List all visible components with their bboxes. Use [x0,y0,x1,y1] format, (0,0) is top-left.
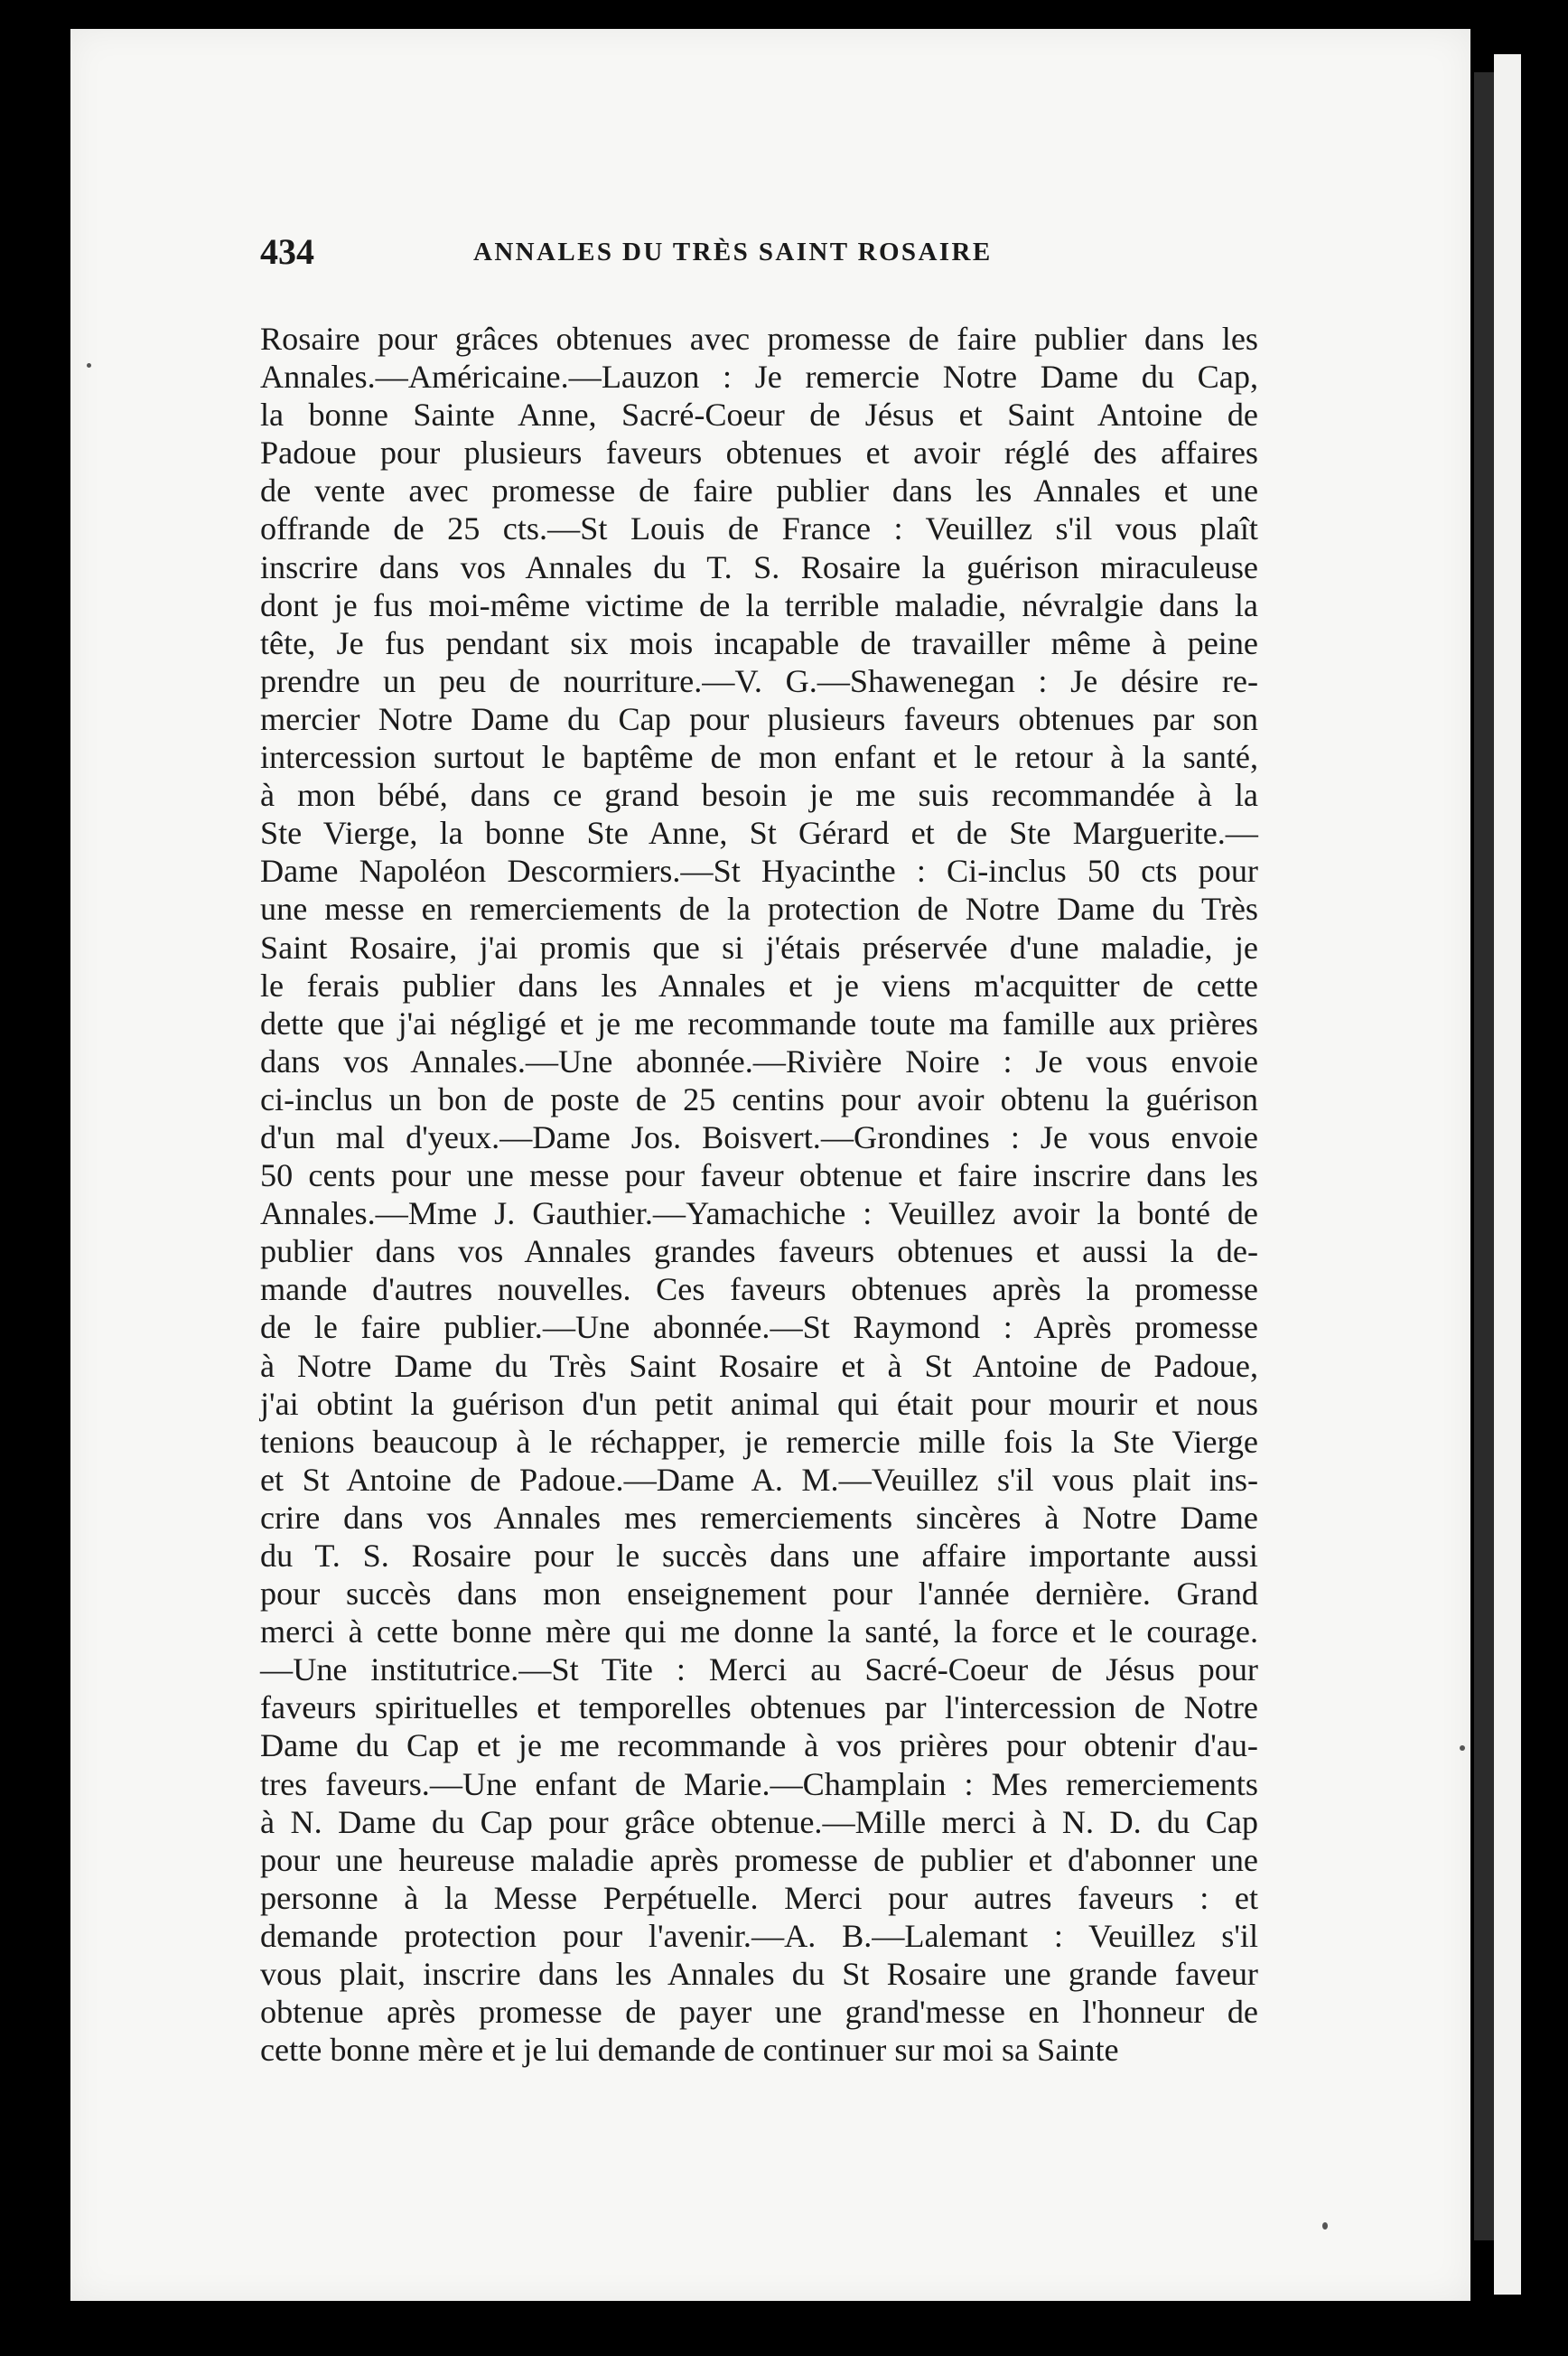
text-line: pour une heureuse maladie après promesse de publier et d'abonner une [260,1841,1258,1878]
text-line: Annales.—Mme J. Gauthier.—Yamachiche : Veuillez avoir la bonté de [260,1195,1258,1232]
text-line: tenions beaucoup à le réchapper, je remercie mille fois la Ste Vierge [260,1423,1258,1460]
next-page-edge [1494,54,1521,2295]
page-edge-shadow [1474,72,1494,2240]
text-line: mande d'autres nouvelles. Ces faveurs obtenues après la promesse [260,1271,1258,1308]
dust-speck [1322,2222,1328,2230]
text-line: 50 cents pour une messe pour faveur obtenue et faire inscrire dans les [260,1157,1258,1194]
text-line: intercession surtout le baptême de mon enfant et le retour à la santé, [260,739,1258,776]
text-line: crire dans vos Annales mes remerciements sincères à Notre Dame [260,1499,1258,1536]
dust-speck [87,363,91,368]
text-line: pour succès dans mon enseignement pour l'année dernière. Grand [260,1575,1258,1613]
text-line: à mon bébé, dans ce grand besoin je me suis recommandée à la [260,777,1258,814]
text-line: la bonne Sainte Anne, Sacré-Coeur de Jésus et Saint Antoine de [260,397,1258,434]
body-text [260,320,1258,2069]
dust-speck [1460,1745,1465,1751]
text-line: à N. Dame du Cap pour grâce obtenue.—Mille merci à N. D. du Cap [260,1803,1258,1840]
text-line: à Notre Dame du Très Saint Rosaire et à St Antoine de Padoue, [260,1347,1258,1384]
text-line: inscrire dans vos Annales du T. S. Rosaire la guérison miraculeuse [260,548,1258,585]
text-line: Rosaire pour grâces obtenues avec promesse de faire publier dans les [260,321,1258,357]
text-line: tête, Je fus pendant six mois incapable de travailler même à peine [260,624,1258,661]
text-line: personne à la Messe Perpétuelle. Merci pour autres faveurs : et [260,1879,1258,1916]
text-line: mercier Notre Dame du Cap pour plusieurs faveurs obtenues par son [260,700,1258,737]
text-line: j'ai obtint la guérison d'un petit animal qui était pour mourir et nous [260,1385,1258,1422]
page-header [260,230,1272,285]
text-line: dette que j'ai négligé et je me recommande toute ma famille aux prières [260,1005,1258,1042]
text-line: une messe en remerciements de la protection de Notre Dame du Très [260,891,1258,928]
text-line: et St Antoine de Padoue.—Dame A. M.—Veuillez s'il vous plait ins- [260,1461,1258,1498]
text-line: publier dans vos Annales grandes faveurs obtenues et aussi la de- [260,1233,1258,1270]
text-line: tres faveurs.—Une enfant de Marie.—Champlain : Mes remerciements [260,1765,1258,1802]
text-line: du T. S. Rosaire pour le succès dans une affaire importante aussi [260,1538,1258,1574]
text-line: offrande de 25 cts.—St Louis de France : Veuillez s'il vous plaît [260,510,1258,547]
text-line: —Une institutrice.—St Tite : Merci au Sacré-Coeur de Jésus pour [260,1651,1258,1688]
text-line: merci à cette bonne mère qui me donne la santé, la force et le courage. [260,1613,1258,1650]
text-line: demande protection pour l'avenir.—A. B.—Lalemant : Veuillez s'il [260,1917,1258,1954]
text-line: cette bonne mère et je lui demande de continuer sur moi sa Sainte [260,2032,1119,2069]
text-line: obtenue après promesse de payer une grand'messe en l'honneur de [260,1994,1258,2031]
text-line: de le faire publier.—Une abonnée.—St Raymond : Après promesse [260,1309,1258,1346]
text-line: Ste Vierge, la bonne Ste Anne, St Gérard et de Ste Marguerite.— [260,815,1258,852]
text-line: prendre un peu de nourriture.—V. G.—Shawenegan : Je désire re- [260,662,1258,699]
text-line: Dame Napoléon Descormiers.—St Hyacinthe : Ci-inclus 50 cts pour [260,853,1258,890]
text-line: Saint Rosaire, j'ai promis que si j'étais préservée d'une maladie, je [260,929,1258,966]
text-line: Dame du Cap et je me recommande à vos prières pour obtenir d'au- [260,1727,1258,1764]
text-line: ci-inclus un bon de poste de 25 centins pour avoir obtenu la guérison [260,1080,1258,1117]
text-line: Padoue pour plusieurs faveurs obtenues et avoir réglé des affaires [260,435,1258,472]
text-line: faveurs spirituelles et temporelles obtenues par l'intercession de Notre [260,1689,1258,1726]
page-number: 434 [260,231,314,272]
text-line: le ferais publier dans les Annales et je viens m'acquitter de cette [260,967,1258,1004]
text-line: d'un mal d'yeux.—Dame Jos. Boisvert.—Grondines : Je vous envoie [260,1118,1258,1155]
text-line: Annales.—Américaine.—Lauzon : Je remercie Notre Dame du Cap, [260,359,1258,396]
text-line: vous plait, inscrire dans les Annales du St Rosaire une grande faveur [260,1956,1258,1993]
running-title: ANNALES DU TRÈS SAINT ROSAIRE [473,238,993,266]
text-line: de vente avec promesse de faire publier dans les Annales et une [260,472,1258,510]
text-line: dont je fus moi-même victime de la terrible maladie, névralgie dans la [260,586,1258,623]
text-line: dans vos Annales.—Une abonnée.—Rivière Noire : Je vous envoie [260,1042,1258,1080]
